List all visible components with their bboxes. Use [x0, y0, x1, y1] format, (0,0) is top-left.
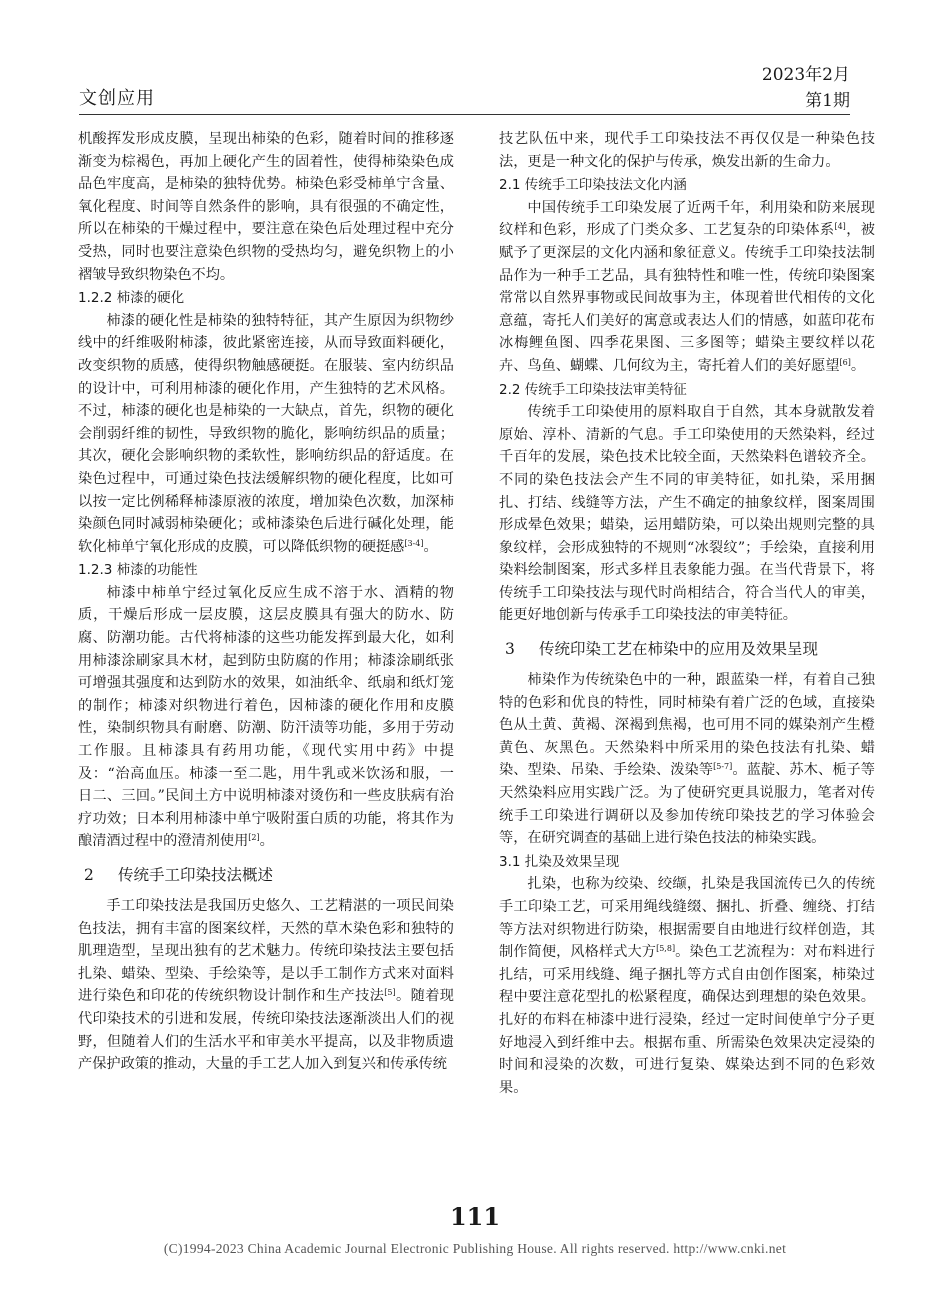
citation: [5]: [384, 988, 396, 998]
page-number: 111: [449, 1202, 501, 1231]
journal-column-title: 文创应用: [79, 88, 155, 109]
paragraph: 机酸挥发形成皮膜，呈现出柿染的色彩，随着时间的推移逐渐变为棕褐色，再加上硬化产生的固着性，使得柿染染色成品色牢度高，是柿染的独特优势。柿染色彩受柿单宁含量、氧化程度、时间等自然条件的影响，具有很强的不确定性，所以在柿染的干燥过程中，要注意在染色后处理过程中充分受热，同时也要注意染色织物的受热均匀，避免织物上的小褶皱导致织物染色不均。: [78, 131, 454, 283]
subsection-heading: 1.2.3 柿漆的功能性: [78, 562, 198, 579]
subsection-heading: 2.1 传统手工印染技法文化内涵: [499, 177, 687, 194]
section-heading: [499, 637, 875, 661]
issue-number: 第1期: [805, 91, 850, 111]
left-column: [78, 128, 454, 1076]
citation: [4]: [834, 222, 846, 232]
subsection-heading: 1.2.2 柿漆的硬化: [78, 290, 185, 307]
paragraph: 柿漆的硬化性是柿染的独特特征，其产生原因为织物纱线中的纤维吸附柿漆，彼此紧密连接，从而导致面料硬化，改变织物的质感，使得织物触感硬挺。在服装、室内纺织品的设计中，可利用柿漆的硬化作用，产生独特的艺术风格。不过，柿漆的硬化也是柿染的一大缺点，首先，织物的硬化会削弱纤维的韧性，导致织物的脆化，影响纺织品的质量；其次，硬化会影响织物的柔软性，影响纺织品的舒适度。在染色过程中，可通过染色技法缓解织物的硬化程度，比如可以按一定比例稀释柿漆原液的浓度，增加染色次数，加深柿染颜色同时减弱柿染硬化；或柿漆染色后进行碱化处理，能软化柿单宁氧化形成的皮膜，可以降低织物的硬挺感[3-4]。: [78, 312, 454, 555]
copyright-notice: (C)1994-2023 China Academic Journal Electronic Publishing House. All rights reserved. http://www.cnki.net: [163, 1241, 787, 1256]
citation: [5,8]: [656, 944, 676, 954]
section-title: 传统印染工艺在柿染中的应用及效果呈现: [539, 640, 819, 659]
issue-info: [762, 62, 850, 114]
issue-date: 2023年2月: [761, 65, 850, 85]
paragraph: 手工印染技法是我国历史悠久、工艺精湛的一项民间染色技法，拥有丰富的图案纹样，天然的草木染色彩和独特的肌理造型，呈现出独有的艺术魅力。传统印染技法主要包括扎染、蜡染、型染、手绘染等，是以手工制作方式来对面料进行染色和印花的传统织物设计制作和生产技法[5]。随着现代印染技术的引进和发展，传统印染技法逐渐淡出人们的视野，但随着人们的生活水平和审美水平提高，以及非物质遗产保护政策的推动，大量的手工艺人加入到复兴和传承传统: [78, 898, 454, 1073]
paragraph: 传统手工印染使用的原料取自于自然，其本身就散发着原始、淳朴、清新的气息。手工印染使用的天然染料，经过千百年的发展，染色技术比较全面，天然染料色谱较齐全。不同的染色技法会产生不同的审美特征，如扎染，采用捆扎、打结、线缝等方法，产生不确定的抽象纹样，图案周围形成晕色效果；蜡染，运用蜡防染，可以染出规则完整的具象纹样，会形成独特的不规则“冰裂纹”；手绘染，直接利用染料绘制图案，形式多样且表象能力强。在当代背景下，将传统手工印染技法与现代时尚相结合，符合当代人的审美，能更好地创新与传承手工印染技法的审美特征。: [499, 404, 875, 624]
citation: [6]: [839, 357, 851, 367]
paragraph: 技艺队伍中来，现代手工印染技法不再仅仅是一种染色技法，更是一种文化的保护与传承，焕发出新的生命力。: [499, 131, 875, 170]
header-rule: [79, 114, 850, 115]
paragraph: 柿漆中柿单宁经过氧化反应生成不溶于水、酒精的物质，干燥后形成一层皮膜，这层皮膜具有强大的防水、防腐、防潮功能。古代将柿漆的这些功能发挥到最大化，如利用柿漆涂刷家具木材，起到防虫防腐的作用；柿漆涂刷纸张可增强其强度和达到防水的效果，如油纸伞、纸扇和纸灯笼的制作；柿漆对织物进行着色，因柿漆的硬化作用和皮膜性，染制织物具有耐磨、防潮、防汗渍等功能，多用于劳动工作服。且柿漆具有药用功能，《现代实用中药》中提及：“治高血压。柿漆一至二匙，用牛乳或米饮汤和服，一日二、三回。”民间土方中说明柿漆对烫伤和一些皮肤病有治疗功效；日本利用柿漆中单宁吸附蛋白质的功能，将其作为酿清酒过程中的澄清剂使用[2]。: [78, 584, 454, 850]
citation: [5-7]: [713, 762, 733, 772]
citation: [2]: [248, 833, 260, 843]
right-column: [499, 128, 875, 1099]
subsection-heading: 3.1 扎染及效果呈现: [499, 853, 620, 870]
section-number: 2: [84, 866, 94, 884]
paragraph: 中国传统手工印染发展了近两千年，利用染和防来展现纹样和色彩，形成了门类众多、工艺复杂的印染体系[4]，被赋予了更深层的文化内涵和象征意义。传统手工印染技法制品作为一种手工艺品，具有独特性和唯一性，传统印染图案常常以自然界事物或民间故事为主，体现着世代相传的文化意蕴，寄托人们美好的寓意或表达人们的情感，如蓝印花布冰梅鲤鱼图、四季花果图、三多图等；蜡染主要纹样以花卉、鸟鱼、蝴蝶、几何纹为主，寄托着人们的美好愿望[6]。: [499, 199, 875, 374]
citation: [3-4]: [404, 538, 424, 548]
section-title: 传统手工印染技法概述: [118, 866, 274, 884]
section-heading: [78, 863, 454, 887]
paragraph: 柿染作为传统染色中的一种，跟蓝染一样，有着自己独特的色彩和优良的特性，同时柿染有着广泛的色域，直接染色从土黄、黄褐、深褐到焦褐，也可用不同的媒染剂产生橙黄色、灰黑色。天然染料中所采用的染色技法有扎染、蜡染、型染、吊染、手绘染、泼染等[5-7]。蓝靛、苏木、栀子等天然染料应用实践广泛。为了使研究更具说服力，笔者对传统手工印染进行调研以及参加传统印染技艺的学习体验会等，在研究调查的基础上进行染色技法的柿染实践。: [499, 672, 875, 847]
subsection-heading: 2.2 传统手工印染技法审美特征: [499, 381, 687, 398]
section-number: 3: [505, 640, 515, 659]
paragraph: 扎染，也称为绞染、绞缬，扎染是我国流传已久的传统手工印染工艺，可采用绳线缝缀、捆扎、折叠、缠绕、打结等方法对织物进行防染，根据需要自由地进行纹样创造，其制作简便，风格样式大方[5,8]。染色工艺流程为：对布料进行扎结，可采用线缝、绳子捆扎等方式自由创作图案，柿染过程中要注意花型扎的松紧程度，确保达到理想的染色效果。扎好的布料在柿漆中进行浸染，经过一定时间使单宁分子更好地浸入到纤维中去。根据布重、所需染色效果决定浸染的时间和浸染的次数，可进行复染、媒染达到不同的色彩效果。: [499, 876, 875, 1096]
